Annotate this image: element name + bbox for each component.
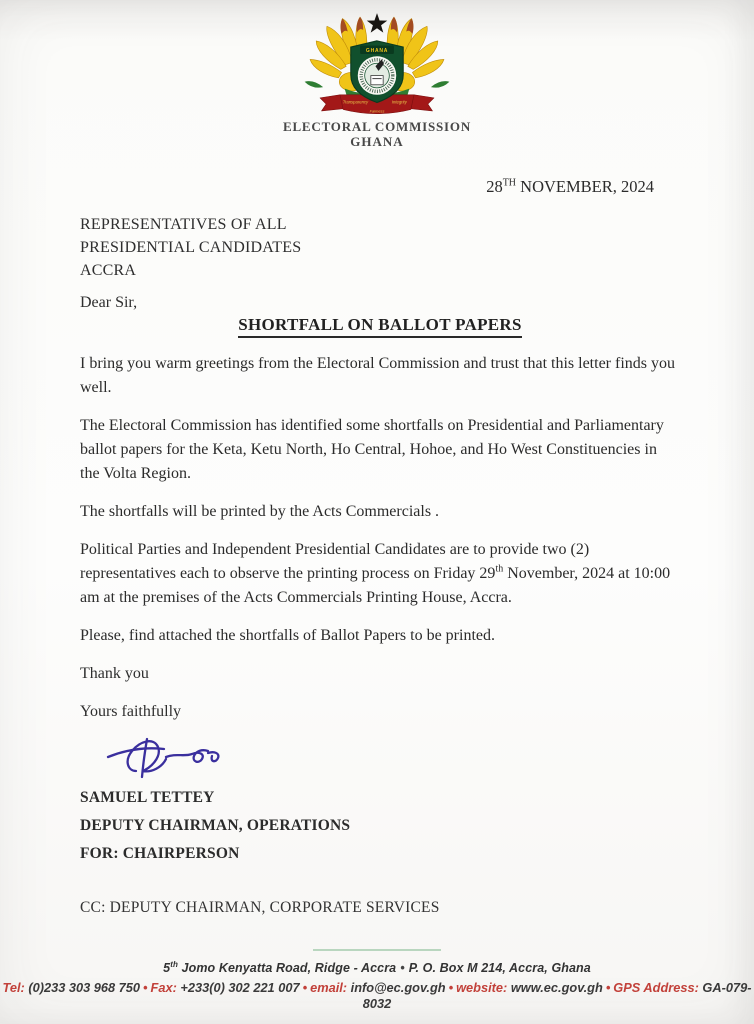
recipient-line: ACCRA bbox=[80, 262, 137, 279]
date-rest: NOVEMBER, 2024 bbox=[516, 177, 654, 196]
recipient-line: PRESIDENTIAL CANDIDATES bbox=[80, 239, 302, 256]
black-star-icon bbox=[367, 13, 387, 32]
signatory-name: SAMUEL TETTEY bbox=[80, 789, 215, 806]
date-day: 28 bbox=[486, 177, 503, 196]
address-street: Jomo Kenyatta Road, Ridge - Accra bbox=[177, 961, 397, 975]
recipient-line: REPRESENTATIVES OF ALL bbox=[80, 216, 287, 233]
electoral-commission-crest-icon bbox=[300, 10, 454, 118]
date-ordinal: th bbox=[495, 563, 504, 575]
contact-label-tel: Tel: bbox=[2, 980, 25, 995]
contact-value-fax: +233(0) 302 221 007 bbox=[176, 980, 300, 995]
bullet-separator: • bbox=[143, 980, 148, 995]
crest-motto-center: Fairness bbox=[369, 109, 385, 114]
letterhead-footer bbox=[0, 949, 754, 1012]
address-number: 5 bbox=[163, 961, 171, 975]
recipient-block bbox=[80, 213, 680, 282]
contact-value-website: www.ec.gov.gh bbox=[507, 980, 603, 995]
closing-thanks: Thank you bbox=[80, 665, 149, 682]
paragraph-greeting: I bring you warm greetings from the Electoral Commission and trust that this letter finds you well. bbox=[80, 355, 675, 396]
salutation: Dear Sir, bbox=[80, 294, 138, 311]
signature-scribble-icon bbox=[102, 727, 252, 785]
contact-value-email: info@ec.gov.gh bbox=[347, 980, 446, 995]
bullet-separator: • bbox=[400, 961, 405, 975]
cc-line: CC: DEPUTY CHAIRMAN, CORPORATE SERVICES bbox=[80, 899, 440, 916]
contact-label-fax: Fax: bbox=[150, 980, 177, 995]
contact-label-gps: GPS Address: bbox=[613, 980, 699, 995]
bullet-separator: • bbox=[448, 980, 454, 995]
paragraph-printer: The shortfalls will be printed by the Acts Commercials . bbox=[80, 503, 440, 520]
paragraph-attachment: Please, find attached the shortfalls of Ballot Papers to be printed. bbox=[80, 627, 495, 644]
signatory-for: FOR: CHAIRPERSON bbox=[80, 845, 240, 862]
footer-separator bbox=[313, 949, 441, 951]
address-pobox: P. O. Box M 214, Accra, Ghana bbox=[408, 961, 591, 975]
closing-valediction: Yours faithfully bbox=[80, 703, 182, 720]
signatory-block bbox=[80, 790, 680, 862]
org-country: GHANA bbox=[350, 134, 404, 149]
contact-value-tel: (0)233 303 968 750 bbox=[24, 980, 141, 995]
contact-label-website: website: bbox=[456, 980, 508, 995]
bullet-separator: • bbox=[302, 980, 308, 995]
crest-motto-left: Transparency bbox=[342, 99, 369, 105]
footer-address bbox=[0, 957, 754, 976]
crest-shield-label: GHANA bbox=[365, 48, 389, 55]
paragraph-observers-text: Political Parties and Independent Presidential Candidates are to provide two (2) representatives each to observe the printing process on Friday 29 bbox=[80, 541, 590, 582]
footer-contacts bbox=[0, 980, 754, 1012]
signatory-title: DEPUTY CHAIRMAN, OPERATIONS bbox=[80, 817, 351, 834]
subject-title: SHORTFALL ON BALLOT PAPERS bbox=[238, 315, 522, 338]
letter-date bbox=[80, 177, 680, 197]
bullet-separator: • bbox=[605, 980, 611, 995]
paragraph-observers bbox=[80, 538, 680, 610]
letter-body bbox=[0, 177, 754, 917]
paragraph-observers-text: November, 2024 at 10:00 am at the premises of the Acts Commercials Printing House, Accra. bbox=[80, 565, 671, 606]
address-ordinal: th bbox=[170, 959, 178, 969]
signature bbox=[102, 727, 680, 785]
crest-motto-right: Integrity bbox=[391, 99, 407, 105]
org-name: ELECTORAL COMMISSION bbox=[282, 119, 472, 134]
date-ordinal: TH bbox=[502, 177, 517, 189]
paragraph-shortfalls: The Electoral Commission has identified some shortfalls on Presidential and Parliamentary ballot papers for the Keta, Ketu North, Ho Central, Hohoe, and Ho West Constituencies in the Volta Region. bbox=[80, 417, 664, 482]
letterhead bbox=[0, 0, 754, 149]
subject-line bbox=[80, 315, 680, 338]
contact-label-email: email: bbox=[310, 980, 348, 995]
contact-value-gps: GA-079-8032 bbox=[362, 980, 752, 1011]
